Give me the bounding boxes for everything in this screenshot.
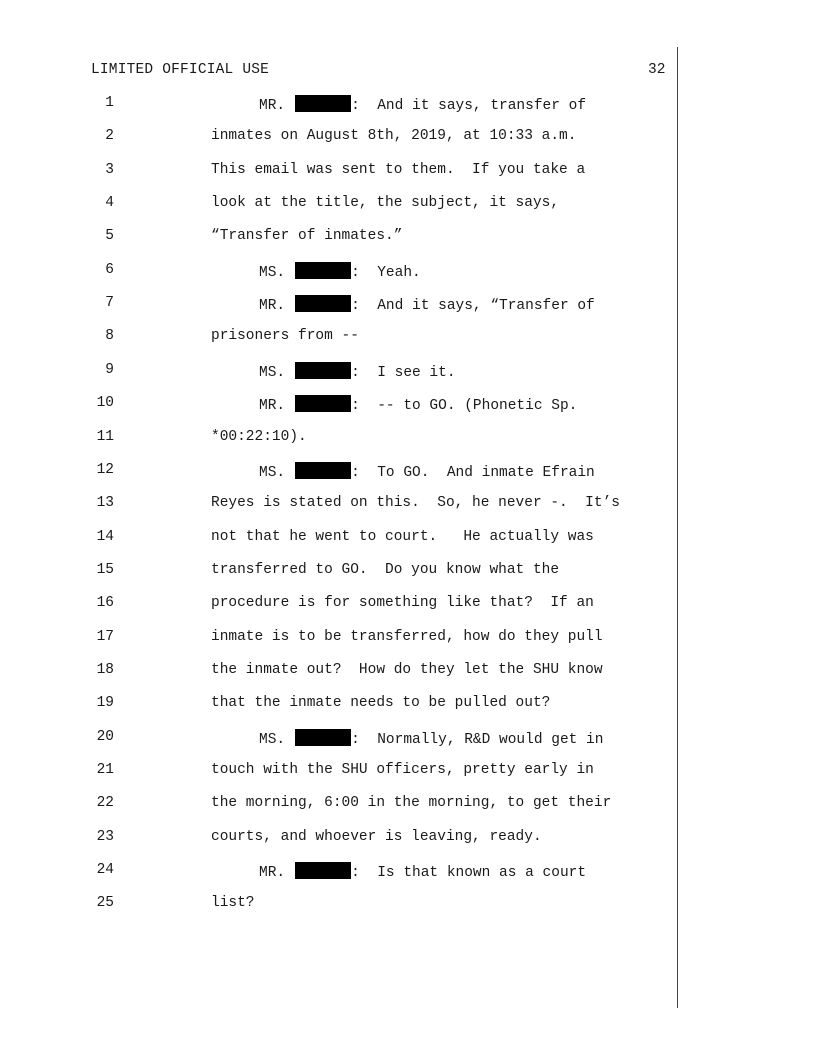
- classification-header: LIMITED OFFICIAL USE: [91, 62, 270, 78]
- line-number: 6: [105, 261, 114, 278]
- continuation-text: that the inmate needs to be pulled out?: [211, 695, 551, 712]
- line-number: 10: [96, 395, 114, 412]
- line-number: 4: [105, 195, 114, 212]
- speaker-line: [259, 395, 577, 414]
- line-number: 14: [96, 528, 114, 545]
- speaker-label: MR.: [259, 98, 286, 114]
- redaction-box: [295, 262, 351, 279]
- speaker-line: [259, 362, 456, 381]
- line-number: 1: [105, 95, 114, 111]
- continuation-text: list?: [211, 895, 255, 912]
- line-number: 21: [96, 762, 114, 778]
- continuation-text: touch with the SHU officers, pretty early in: [211, 762, 594, 778]
- spoken-text: : Normally, R&D would get in: [351, 731, 604, 748]
- redaction-box: [295, 862, 351, 879]
- speaker-line: [259, 95, 586, 114]
- speaker-label: MR.: [259, 398, 286, 415]
- spoken-text: : And it says, “Transfer of: [351, 298, 595, 315]
- continuation-text: *00:22:10).: [211, 428, 307, 445]
- continuation-text: transferred to GO. Do you know what the: [211, 561, 560, 578]
- continuation-text: procedure is for something like that? If an: [211, 595, 594, 612]
- line-number: 22: [96, 795, 114, 812]
- speaker-label: MS.: [259, 464, 286, 481]
- line-number: 7: [105, 295, 114, 312]
- line-number: 11: [96, 428, 114, 445]
- continuation-text: look at the title, the subject, it says,: [211, 195, 560, 212]
- continuation-text: inmate is to be transferred, how do they pull: [211, 628, 603, 645]
- line-number: 5: [105, 228, 114, 245]
- line-number: 23: [96, 828, 114, 845]
- continuation-text: “Transfer of inmates.”: [211, 228, 403, 245]
- line-number: 24: [96, 862, 114, 879]
- speaker-label: MS.: [259, 264, 286, 281]
- line-number: 3: [105, 161, 114, 178]
- line-number: 8: [105, 328, 114, 345]
- line-number: 2: [105, 128, 114, 145]
- continuation-text: the morning, 6:00 in the morning, to get their: [211, 795, 612, 812]
- line-number: 15: [96, 561, 114, 578]
- continuation-text: This email was sent to them. If you take a: [211, 161, 586, 178]
- spoken-text: : To GO. And inmate Efrain: [351, 464, 595, 481]
- redaction-box: [295, 362, 351, 379]
- speaker-label: MS.: [259, 364, 286, 381]
- line-number: 12: [96, 461, 114, 478]
- continuation-text: courts, and whoever is leaving, ready.: [211, 828, 542, 845]
- spoken-text: : -- to GO. (Phonetic Sp.: [351, 398, 578, 415]
- page-number: 32: [648, 62, 666, 78]
- line-number: 25: [96, 895, 114, 912]
- speaker-line: [259, 295, 595, 314]
- line-number: 9: [105, 361, 114, 378]
- speaker-line: [259, 862, 586, 881]
- spoken-text: : And it says, transfer of: [351, 98, 587, 114]
- speaker-line: [259, 262, 421, 281]
- line-number: 13: [96, 495, 114, 512]
- speaker-label: MR.: [259, 298, 286, 315]
- speaker-label: MR.: [259, 865, 286, 882]
- spoken-text: : Is that known as a court: [351, 865, 587, 882]
- line-number: 17: [96, 628, 114, 645]
- continuation-text: Reyes is stated on this. So, he never -. It’s: [211, 495, 620, 512]
- redaction-box: [295, 95, 351, 112]
- line-number: 18: [96, 661, 114, 678]
- line-number: 20: [96, 728, 114, 745]
- redaction-box: [295, 395, 351, 412]
- continuation-text: the inmate out? How do they let the SHU know: [211, 661, 603, 678]
- line-number: 16: [96, 595, 114, 612]
- speaker-label: MS.: [259, 731, 286, 748]
- line-number: 19: [96, 695, 114, 712]
- continuation-text: not that he went to court. He actually was: [211, 528, 594, 545]
- continuation-text: prisoners from --: [211, 328, 359, 345]
- redaction-box: [295, 462, 351, 479]
- right-margin-rule: [677, 47, 678, 1008]
- redaction-box: [295, 729, 351, 746]
- redaction-box: [295, 295, 351, 312]
- speaker-line: [259, 462, 595, 481]
- continuation-text: inmates on August 8th, 2019, at 10:33 a.m.: [211, 128, 577, 145]
- spoken-text: : I see it.: [351, 364, 456, 381]
- spoken-text: : Yeah.: [351, 264, 421, 281]
- speaker-line: [259, 729, 603, 748]
